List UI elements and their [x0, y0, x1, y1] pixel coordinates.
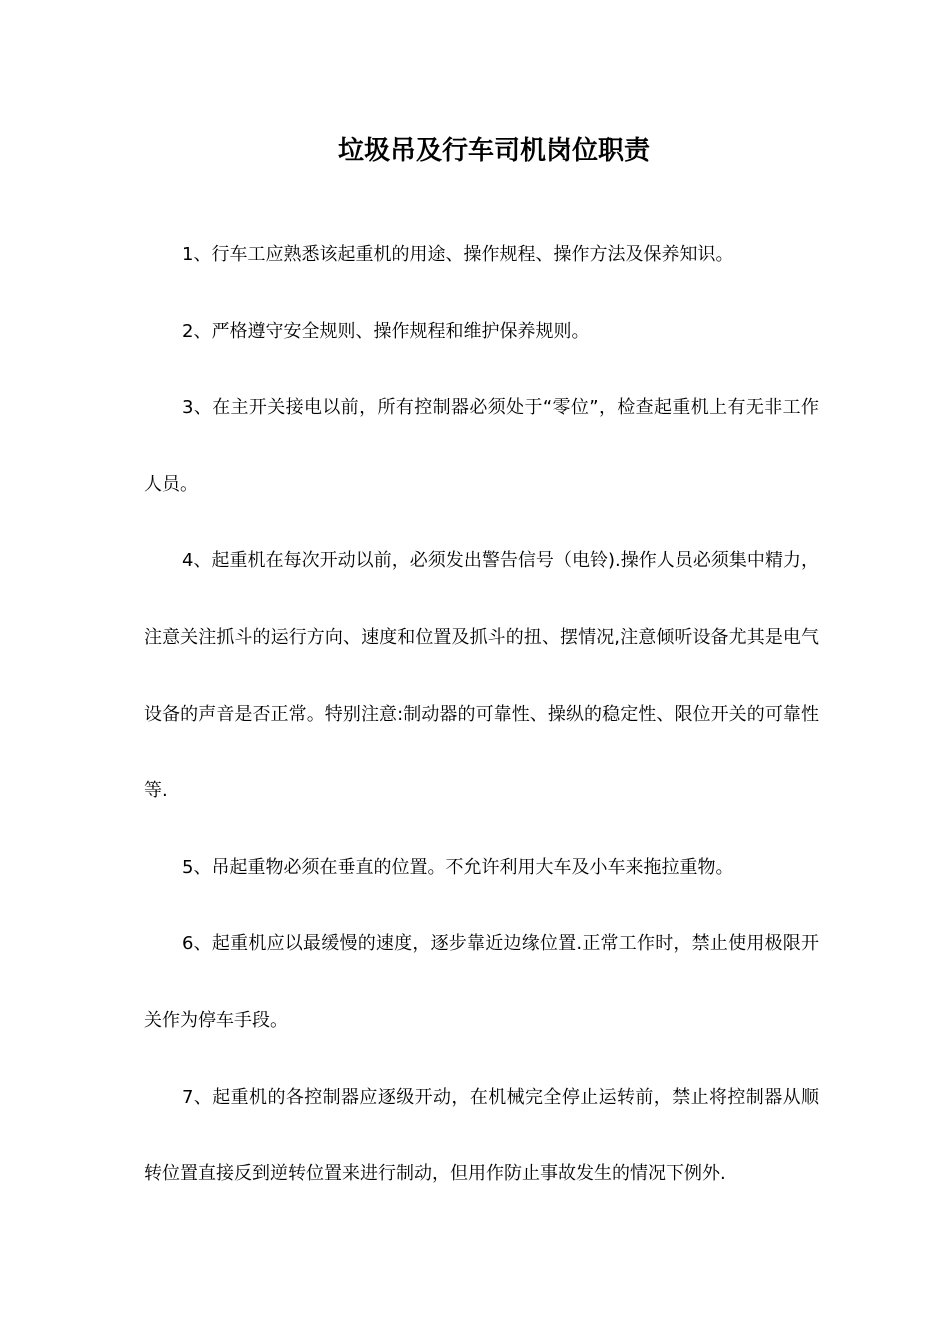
- paragraph-3: 3、在主开关接电以前，所有控制器必须处于“零位”，检查起重机上有无非工作人员。: [144, 397, 819, 495]
- paragraph-4: 4、起重机在每次开动以前，必须发出警告信号（电铃).操作人员必须集中精力，注意关注抓斗的运行方向、速度和位置及抓斗的扭、摆情况,注意倾听设备尤其是电气设备的声音是否正常。特别注意:制动器的可靠性、操纵的稳定性、限位开关的可靠性等.: [144, 550, 819, 802]
- paragraph-1: 1、行车工应熟悉该起重机的用途、操作规程、操作方法及保养知识。: [182, 244, 734, 265]
- document-title: 垃圾吊及行车司机岗位职责: [337, 136, 650, 166]
- paragraph-7: 7、起重机的各控制器应逐级开动，在机械完全停止运转前，禁止将控制器从顺转位置直接反到逆转位置来进行制动，但用作防止事故发生的情况下例外.: [144, 1086, 819, 1185]
- document-body: [144, 217, 819, 1213]
- paragraph-5: 5、吊起重物必须在垂直的位置。不允许利用大车及小车来拖拉重物。: [182, 856, 734, 878]
- paragraph-6: 6、起重机应以最缓慢的速度，逐步靠近边缘位置.正常工作时，禁止使用极限开关作为停车手段。: [144, 933, 819, 1031]
- paragraph-2: 2、严格遵守安全规则、操作规程和维护保养规则。: [182, 320, 590, 342]
